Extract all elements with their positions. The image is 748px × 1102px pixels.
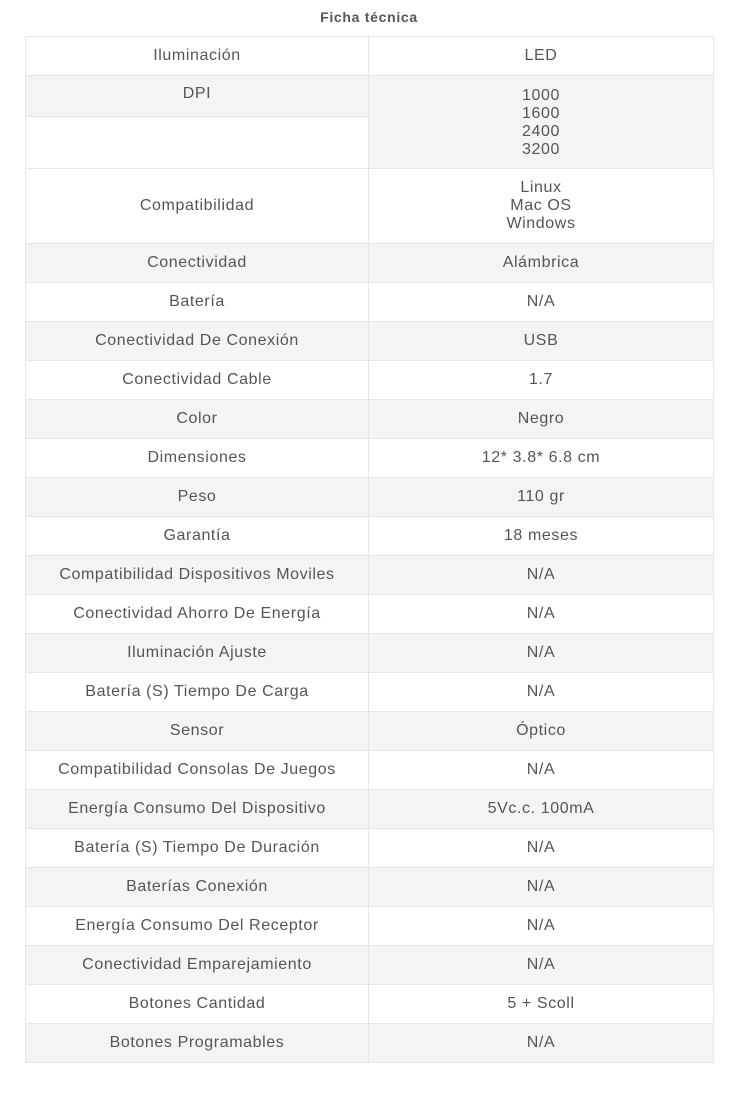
spec-value: Negro [369,400,714,439]
spec-value-line: 3200 [522,141,560,158]
spec-label: Dimensiones [26,439,369,478]
spec-label: Energía Consumo Del Receptor [26,907,369,946]
spec-label: Conectividad Cable [26,361,369,400]
table-row [26,907,714,946]
spec-label: Baterías Conexión [26,868,369,907]
spec-label: Conectividad Ahorro De Energía [26,595,369,634]
spec-value: N/A [369,283,714,322]
spec-label: DPI [182,85,212,102]
spec-value-cell [369,169,714,244]
spec-value: N/A [369,907,714,946]
spec-label: Energía Consumo Del Dispositivo [26,790,369,829]
table-row [26,244,714,283]
spec-label: Iluminación Ajuste [26,634,369,673]
spec-value: N/A [369,751,714,790]
spec-label: Conectividad Emparejamiento [26,946,369,985]
spec-value: 12* 3.8* 6.8 cm [369,439,714,478]
table-row [26,595,714,634]
spec-label: Iluminación [26,37,369,76]
spec-label: Peso [26,478,369,517]
spec-value: 1.7 [369,361,714,400]
table-row [26,790,714,829]
table-row [26,361,714,400]
spec-value: 5Vc.c. 100mA [369,790,714,829]
table-row [26,76,714,169]
spec-value: N/A [369,868,714,907]
spec-label: Conectividad De Conexión [26,322,369,361]
spec-value: N/A [369,595,714,634]
table-row [26,673,714,712]
table-row [26,1024,714,1063]
spec-label: Batería (S) Tiempo De Carga [26,673,369,712]
spec-label: Compatibilidad Consolas De Juegos [26,751,369,790]
table-row [26,712,714,751]
spec-value-line: Windows [506,215,576,232]
spec-value-cell [369,76,714,169]
spec-label: Batería [26,283,369,322]
spec-label: Compatibilidad Dispositivos Moviles [26,556,369,595]
spec-value: N/A [369,1024,714,1063]
table-row [26,829,714,868]
spec-label: Sensor [26,712,369,751]
spec-value: Óptico [369,712,714,751]
spec-label: Botones Programables [26,1024,369,1063]
table-row [26,634,714,673]
spec-value: N/A [369,556,714,595]
table-row [26,400,714,439]
spec-table [25,36,714,1063]
spec-value: N/A [369,634,714,673]
spec-value: N/A [369,946,714,985]
spec-value: 5 + Scoll [369,985,714,1024]
spec-value-line: 1000 [522,87,560,104]
spec-value: N/A [369,829,714,868]
spec-label: Batería (S) Tiempo De Duración [26,829,369,868]
spec-value: N/A [369,673,714,712]
table-row [26,868,714,907]
table-row [26,37,714,76]
spec-label: Conectividad [26,244,369,283]
spec-value: LED [369,37,714,76]
spec-value-line: 1600 [522,105,560,122]
table-row [26,283,714,322]
spec-label: Botones Cantidad [26,985,369,1024]
table-row [26,517,714,556]
table-row [26,556,714,595]
spec-value-line: Linux [520,179,562,196]
spec-value: 18 meses [369,517,714,556]
table-row [26,322,714,361]
table-row [26,985,714,1024]
spec-label: Color [26,400,369,439]
spec-label: Garantía [26,517,369,556]
spec-label-cell [26,76,369,169]
spec-value-line: Mac OS [510,197,572,214]
table-row [26,946,714,985]
spec-value: 110 gr [369,478,714,517]
spec-value: USB [369,322,714,361]
table-row [26,169,714,244]
table-row [26,439,714,478]
spec-label: Compatibilidad [26,169,369,244]
table-row [26,751,714,790]
spec-value: Alámbrica [369,244,714,283]
spec-value-line: 2400 [522,123,560,140]
table-row [26,478,714,517]
page-title: Ficha técnica [320,9,418,25]
